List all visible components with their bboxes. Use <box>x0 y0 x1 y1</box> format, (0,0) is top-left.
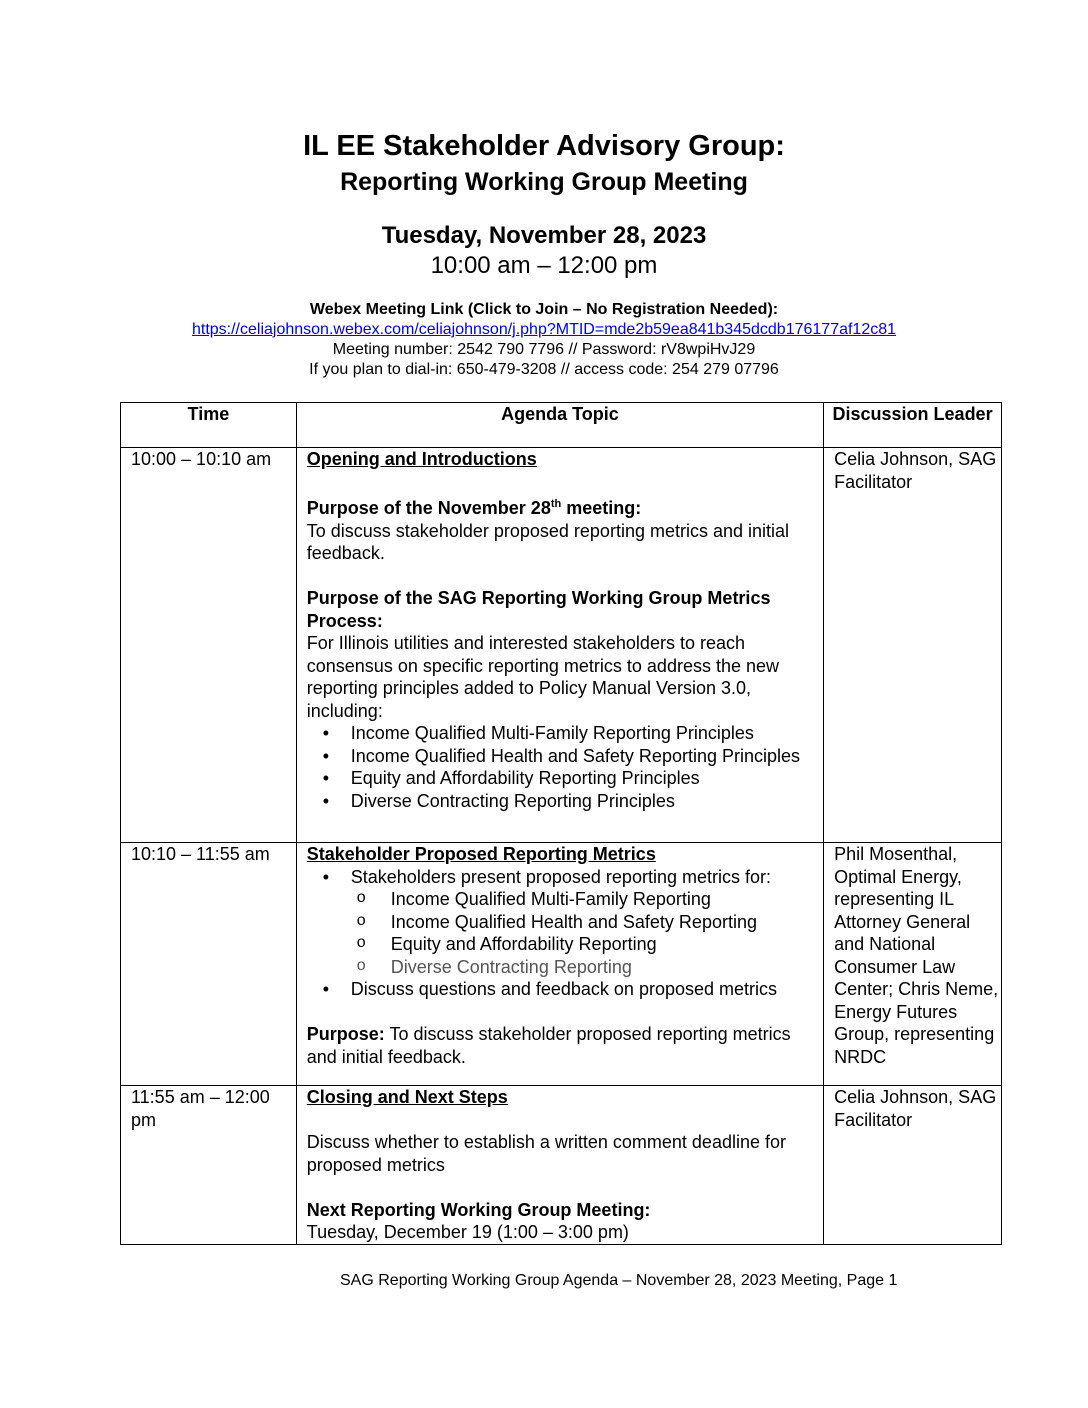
meeting-date: Tuesday, November 28, 2023 <box>381 222 707 249</box>
list-item: • Income Qualified Health and Safety Reporting Principles <box>351 745 823 768</box>
header-discussion-leader: Discussion Leader <box>824 403 1002 448</box>
agenda-table <box>120 402 1002 1245</box>
sub-list-item: o Income Qualified Multi-Family Reporting <box>391 888 823 911</box>
leader-cell: Celia Johnson, SAG Facilitator <box>824 1086 1002 1245</box>
topic-title: Stakeholder Proposed Reporting Metrics <box>306 844 656 864</box>
topic-title: Opening and Introductions <box>306 449 537 469</box>
sub-list-item: o Income Qualified Health and Safety Reporting <box>391 911 823 934</box>
table-row <box>121 448 1002 843</box>
webex-link[interactable]: https://celiajohnson.webex.com/celiajohnson/j.php?MTID=mde2b59ea841b345dcdb176177af12c81 <box>191 321 897 338</box>
topic-cell <box>296 843 823 1086</box>
process-purpose-heading: Purpose of the SAG Reporting Working Group Metrics Process: <box>306 588 771 631</box>
leader-cell: Celia Johnson, SAG Facilitator <box>824 448 1002 843</box>
next-meeting-date: Tuesday, December 19 (1:00 – 3:00 pm) <box>306 1222 629 1242</box>
discussion-text: Discuss whether to establish a written comment deadline for proposed metrics <box>306 1132 786 1175</box>
list-item: • Equity and Affordability Reporting Principles <box>351 767 823 790</box>
document-subtitle: Reporting Working Group Meeting <box>340 168 748 196</box>
table-row <box>121 1086 1002 1245</box>
document-title: IL EE Stakeholder Advisory Group: <box>303 130 785 162</box>
purpose-text: To discuss stakeholder proposed reporting metrics and initial feedback. <box>306 520 790 563</box>
header-time: Time <box>121 403 297 448</box>
list-item: • Income Qualified Multi-Family Reporting Principles <box>351 722 823 745</box>
sub-list-item: o Equity and Affordability Reporting <box>391 933 823 956</box>
time-cell: 10:10 – 11:55 am <box>121 843 297 1086</box>
dial-in-info: If you plan to dial-in: 650-479-3208 // access code: 254 279 07796 <box>309 361 779 378</box>
purpose-text: Purpose: To discuss stakeholder proposed reporting metrics and initial feedback. <box>306 1024 791 1067</box>
meeting-time: 10:00 am – 12:00 pm <box>430 252 658 279</box>
time-cell: 11:55 am – 12:00 pm <box>121 1086 297 1245</box>
list-item: • Stakeholders present proposed reporting metrics for: o Income Qualified Multi-Family Reporting o Income Qualified Health and Safety Reporting o Equity and Affordability Reporting o Diverse Contracting Reporting <box>351 866 823 979</box>
leader-cell: Phil Mosenthal, Optimal Energy, representing IL Attorney General and National Consumer Law Center; Chris Neme, Energy Futures Group, representing NRDC <box>824 843 1002 1086</box>
time-cell: 10:00 – 10:10 am <box>121 448 297 843</box>
topic-cell <box>296 448 823 843</box>
list-item: • Diverse Contracting Reporting Principles <box>351 790 823 813</box>
meeting-number: Meeting number: 2542 790 7796 // Password: rV8wpiHvJ29 <box>332 341 756 358</box>
topic-title: Closing and Next Steps <box>306 1087 508 1107</box>
page-footer: SAG Reporting Working Group Agenda – November 28, 2023 Meeting, Page 1 <box>340 1272 898 1289</box>
next-meeting-heading: Next Reporting Working Group Meeting: <box>306 1199 651 1220</box>
principles-list <box>307 722 823 812</box>
table-row <box>121 843 1002 1086</box>
metrics-list <box>307 866 823 1001</box>
sub-list-item: o Diverse Contracting Reporting <box>391 956 823 979</box>
purpose-heading: Purpose of the November 28th meeting: <box>306 498 642 518</box>
process-purpose-text: For Illinois utilities and interested stakeholders to reach consensus on specific reporting metrics to address the new reporting principles added to Policy Manual Version 3.0, including: <box>306 633 780 721</box>
header-agenda-topic: Agenda Topic <box>296 403 823 448</box>
sub-list <box>351 888 823 978</box>
webex-label: Webex Meeting Link (Click to Join – No Registration Needed): <box>309 301 779 318</box>
table-header-row <box>121 403 1002 448</box>
list-item: • Discuss questions and feedback on proposed metrics <box>351 978 823 1001</box>
topic-cell <box>296 1086 823 1245</box>
webex-link-line <box>0 320 1088 340</box>
